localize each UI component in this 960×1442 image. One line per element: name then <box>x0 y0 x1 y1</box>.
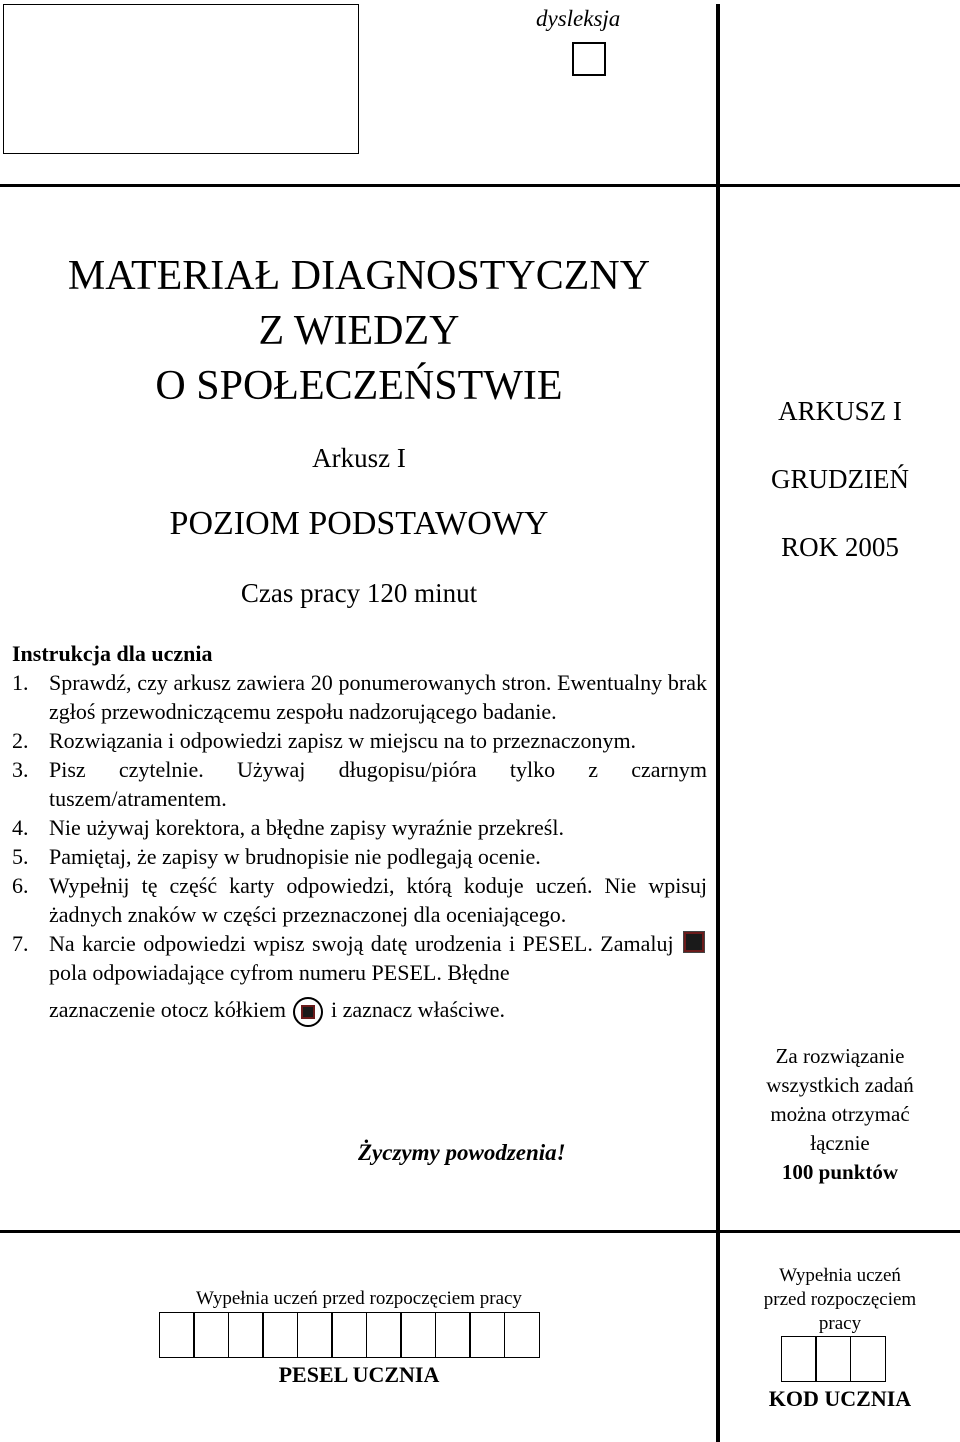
sheet-label: Arkusz I <box>312 443 406 473</box>
list-item: 4. Nie używaj korektora, a błędne zapisy wyraźnie przekreśl. <box>12 815 564 840</box>
dyslexia-label: dysleksja <box>536 6 621 31</box>
pesel-cell[interactable] <box>262 1312 298 1358</box>
pesel-cell[interactable] <box>400 1312 436 1358</box>
pesel-label: PESEL UCZNIA <box>278 1362 440 1387</box>
pesel-cell[interactable] <box>504 1312 540 1358</box>
dyslexia-checkbox[interactable] <box>572 42 606 76</box>
pesel-cell[interactable] <box>159 1312 195 1358</box>
pesel-cell[interactable] <box>366 1312 402 1358</box>
good-luck-text: Życzymy powodzenia! <box>358 1140 566 1165</box>
code-label: KOD UCZNIA <box>768 1386 912 1411</box>
title-line-1: MATERIAŁ DIAGNOSTYCZNY <box>67 253 651 299</box>
sticker-box <box>3 4 359 154</box>
title-line-2: Z WIEDZY <box>258 308 460 354</box>
points-line-3: można otrzymać <box>770 1102 910 1126</box>
vertical-divider <box>716 4 720 1442</box>
sidebar-year: ROK 2005 <box>781 532 899 562</box>
code-cell[interactable] <box>781 1336 817 1382</box>
code-cell[interactable] <box>815 1336 851 1382</box>
points-box <box>722 1042 958 1187</box>
list-item: 6. Wypełnij tę część karty odpowiedzi, którą koduje uczeń. Nie wpisuj żadnych znaków w części przeznaczonej dla oceniającego. <box>12 873 707 927</box>
sidebar-sheet: ARKUSZ I <box>778 396 902 426</box>
code-cells <box>782 1336 886 1382</box>
list-item: 1. Sprawdź, czy arkusz zawiera 20 ponumerowanych stron. Ewentualny brak zgłoś przewodniczącemu zespołu nadzorującego badanie. <box>12 670 707 724</box>
pesel-cell[interactable] <box>469 1312 505 1358</box>
top-horizontal-divider <box>0 184 960 187</box>
instructions-heading: Instrukcja dla ucznia <box>12 641 213 666</box>
pesel-fill-label: Wypełnia uczeń przed rozpoczęciem pracy <box>196 1288 522 1309</box>
pesel-cell[interactable] <box>228 1312 264 1358</box>
circled-square-icon <box>293 997 323 1027</box>
time-label: Czas pracy 120 minut <box>240 578 478 608</box>
list-item: 2. Rozwiązania i odpowiedzi zapisz w miejscu na to przeznaczonym. <box>12 728 637 753</box>
points-line-2: wszystkich zadań <box>766 1073 914 1097</box>
code-fill-label: Wypełnia uczeń przed rozpoczęciem pracy <box>763 1265 917 1334</box>
list-item: 5. Pamiętaj, że zapisy w brudnopisie nie podlegają ocenie. <box>12 844 541 869</box>
points-line-4: łącznie <box>810 1131 870 1155</box>
pesel-cell[interactable] <box>297 1312 333 1358</box>
sidebar-month: GRUDZIEŃ <box>771 464 909 494</box>
points-total: 100 punktów <box>781 1160 899 1184</box>
pesel-cell[interactable] <box>331 1312 367 1358</box>
code-cell[interactable] <box>850 1336 886 1382</box>
title-line-3: O SPOŁECZEŃSTWIE <box>155 363 563 409</box>
pesel-cell[interactable] <box>435 1312 471 1358</box>
level-label: POZIOM PODSTAWOWY <box>169 505 549 542</box>
bottom-horizontal-divider <box>0 1230 960 1233</box>
filled-square-icon <box>683 931 705 953</box>
pesel-cell[interactable] <box>193 1312 229 1358</box>
pesel-cells <box>160 1312 540 1358</box>
list-item: 3. Pisz czytelnie. Używaj długopisu/pióra tylko z czarnym tuszem/atramentem. <box>12 757 707 811</box>
points-line-1: Za rozwiązanie <box>775 1044 905 1068</box>
list-item: 7. Na karcie odpowiedzi wpisz swoją datę urodzenia i PESEL. Zamaluj pola odpowiadające cyfrom numeru PESEL. Błędne zaznaczenie otocz kółkiem i zaznacz właściwe. <box>12 929 707 1027</box>
instructions-list <box>12 668 707 1027</box>
